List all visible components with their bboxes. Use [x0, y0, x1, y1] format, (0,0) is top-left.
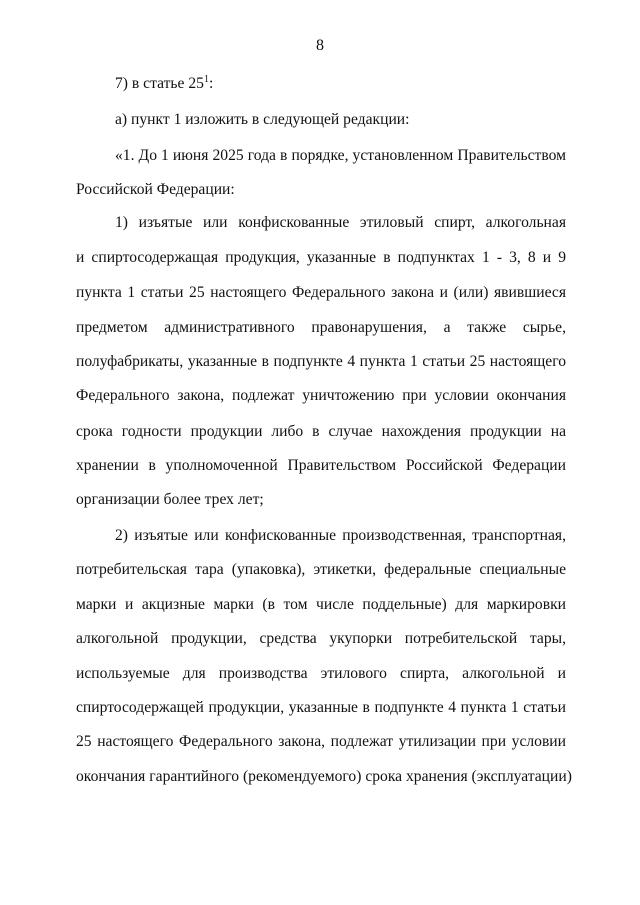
text-line: 1) изъятые или конфискованные этиловый спирт, алкогольная: [115, 214, 566, 231]
article-item-heading: [115, 74, 566, 94]
text-line: срока годности продукции либо в случае нахождения продукции на: [76, 423, 566, 440]
page-number: 8: [316, 37, 324, 54]
text-line: и спиртосодержащая продукция, указанные в подпунктах 1 - 3, 8 и 9: [76, 249, 566, 266]
text-line: алкогольной продукции, средства укупорки потребительской тары,: [76, 630, 566, 647]
text-line: а) пункт 1 изложить в следующей редакции:: [115, 111, 410, 128]
text-line: потребительская тара (упаковка), этикетки, федеральные специальные: [76, 561, 566, 578]
article-item-prefix: 7) в статье 25: [115, 75, 204, 92]
text-line: хранении в уполномоченной Правительством Российской Федерации: [76, 457, 566, 474]
text-line: пункта 1 статьи 25 настоящего Федерального закона и (или) явившиеся: [76, 284, 566, 301]
article-item-superscript: 1: [203, 73, 209, 85]
text-line: предметом административного правонарушения, а также сырье,: [76, 319, 566, 336]
text-line: полуфабрикаты, указанные в подпункте 4 пункта 1 статьи 25 настоящего: [76, 353, 566, 370]
text-line: 25 настоящего Федерального закона, подлежат утилизации при условии: [76, 733, 566, 750]
text-line: 2) изъятые или конфискованные производственная, транспортная,: [115, 527, 566, 544]
text-line: «1. До 1 июня 2025 года в порядке, установленном Правительством: [115, 147, 566, 164]
text-line: окончания гарантийного (рекомендуемого) срока хранения (эксплуатации): [76, 768, 572, 785]
text-line: марки и акцизные марки (в том числе поддельные) для маркировки: [76, 596, 566, 613]
text-line: Федерального закона, подлежат уничтожению при условии окончания: [76, 387, 566, 404]
text-line: организации более трех лет;: [76, 491, 264, 508]
text-line: спиртосодержащей продукции, указанные в подпункте 4 пункта 1 статьи: [76, 699, 566, 716]
text-line: Российской Федерации:: [76, 181, 235, 198]
article-item-suffix: :: [208, 75, 214, 92]
text-line: используемые для производства этилового спирта, алкогольной и: [76, 665, 566, 682]
